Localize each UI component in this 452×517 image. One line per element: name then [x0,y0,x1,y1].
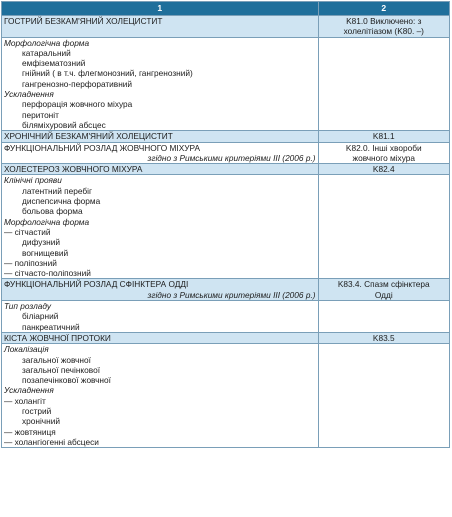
diagnosis-cell [2,332,319,343]
section-heading: Локалізація [4,344,49,355]
diagnosis-line: катаральний [22,47,71,58]
column-header-2: 2 [318,2,449,16]
diagnosis-line: вогнищевий [22,247,69,258]
column-header-1: 1 [2,2,319,16]
diagnosis-line: — холангіт [4,395,46,406]
diagnosis-line: перитоніт [22,109,59,120]
icd-code-line: K81.1 [372,131,395,142]
section-heading: Тип розладу [4,301,52,312]
icd-code-cell [318,131,449,142]
diagnosis-cell [2,279,319,301]
diagnosis-line: ХРОНІЧНИЙ БЕЗКАМ'ЯНИЙ ХОЛЕЦИСТИТ [4,131,173,142]
section-heading: Ускладнення [4,89,54,100]
section-heading: Ускладнення [4,385,54,396]
diagnosis-line: ГОСТРИЙ БЕЗКАМ'ЯНИЙ ХОЛЕЦИСТИТ [4,16,163,26]
icd-code-line: K82.0. Інші хвороби [345,142,422,153]
icd-code-cell [318,164,449,175]
table-row [2,301,450,333]
diagnosis-line: — сітчасто-поліпозний [4,268,91,279]
diagnosis-line: біляміхуровий абсцес [22,119,106,130]
icd-code-cell [318,332,449,343]
table-row [2,332,450,343]
icd-code-cell [318,37,449,131]
diagnosis-line: — жовтяниця [4,426,56,437]
diagnosis-line: — поліпозний [4,257,57,268]
table-row [2,344,450,448]
diagnosis-line: гангренозно-перфоративний [22,78,133,89]
diagnosis-line: загальної печінкової [22,364,100,375]
diagnosis-cell [2,37,319,131]
icd-code-line: K83.4. Спазм сфінктера [337,279,430,290]
diagnosis-line: ФУНКЦІОНАЛЬНИЙ РОЗЛАД СФІНКТЕРА ОДДІ [4,279,189,290]
diagnosis-line: ХОЛЕСТЕРОЗ ЖОВЧНОГО МІХУРА [4,164,143,175]
icd-code-cell [318,344,449,448]
section-heading: Клінічні прояви [4,175,62,186]
table-row [2,16,450,38]
icd-code-line: K81.0 Виключено: з [346,16,422,26]
diagnosis-line: диспепсична форма [22,196,101,207]
icd-code-cell [318,301,449,333]
diagnosis-line: емфізематозний [22,58,86,69]
table-row [2,142,450,164]
icd-code-line: K82.4 [372,164,395,175]
diagnosis-cell [2,131,319,142]
diagnosis-line: дифузний [22,237,61,248]
table-body [2,16,450,448]
icd-code-line: Одді [374,289,393,300]
diagnosis-line: перфорація жовчного міхура [22,99,133,110]
table-row [2,37,450,131]
criteria-note: згідно з Римськими критеріями III (2006 р.) [147,152,316,163]
diagnosis-line: загальної жовчної [22,354,91,365]
diagnosis-line: позапечінкової жовчної [22,375,111,386]
table-row [2,164,450,175]
diagnosis-line: КІСТА ЖОВЧНОЇ ПРОТОКИ [4,332,111,343]
table-header-row [2,2,450,16]
diagnosis-cell [2,16,319,38]
diagnosis-line: гострий [22,405,52,416]
diagnosis-line: латентний перебіг [22,185,92,196]
diagnosis-line: — сітчастий [4,226,51,237]
icd-code-cell [318,279,449,301]
diagnosis-cell [2,301,319,333]
criteria-note: згідно з Римськими критеріями III (2006 р.) [147,289,316,300]
table-row [2,131,450,142]
icd-code-cell [318,142,449,164]
icd-code-line: K83.5 [372,332,395,343]
diagnosis-line: — холангіогенні абсцеси [4,436,99,447]
icd-code-cell [318,16,449,38]
icd-code-line: жовчного міхура [352,152,415,163]
diagnosis-line: біліарний [22,311,59,322]
diagnosis-cell [2,344,319,448]
table-row [2,279,450,301]
diagnosis-line: гнійний ( в т.ч. флегмонозний, гангренозний) [22,68,193,79]
table-row [2,175,450,279]
diagnosis-cell [2,164,319,175]
diagnosis-line: панкреатичний [22,321,80,332]
diagnosis-line: ФУНКЦІОНАЛЬНИЙ РОЗЛАД ЖОВЧНОГО МІХУРА [4,142,201,153]
diagnosis-cell [2,142,319,164]
icd-code-cell [318,175,449,279]
section-heading: Морфологічна форма [4,37,90,48]
classification-table [1,1,450,448]
diagnosis-cell [2,175,319,279]
icd-code-line: холелітіазом (K80. –) [343,26,424,37]
section-heading: Морфологічна форма [4,216,90,227]
diagnosis-line: больова форма [22,206,83,217]
diagnosis-line: хронічний [22,416,60,427]
